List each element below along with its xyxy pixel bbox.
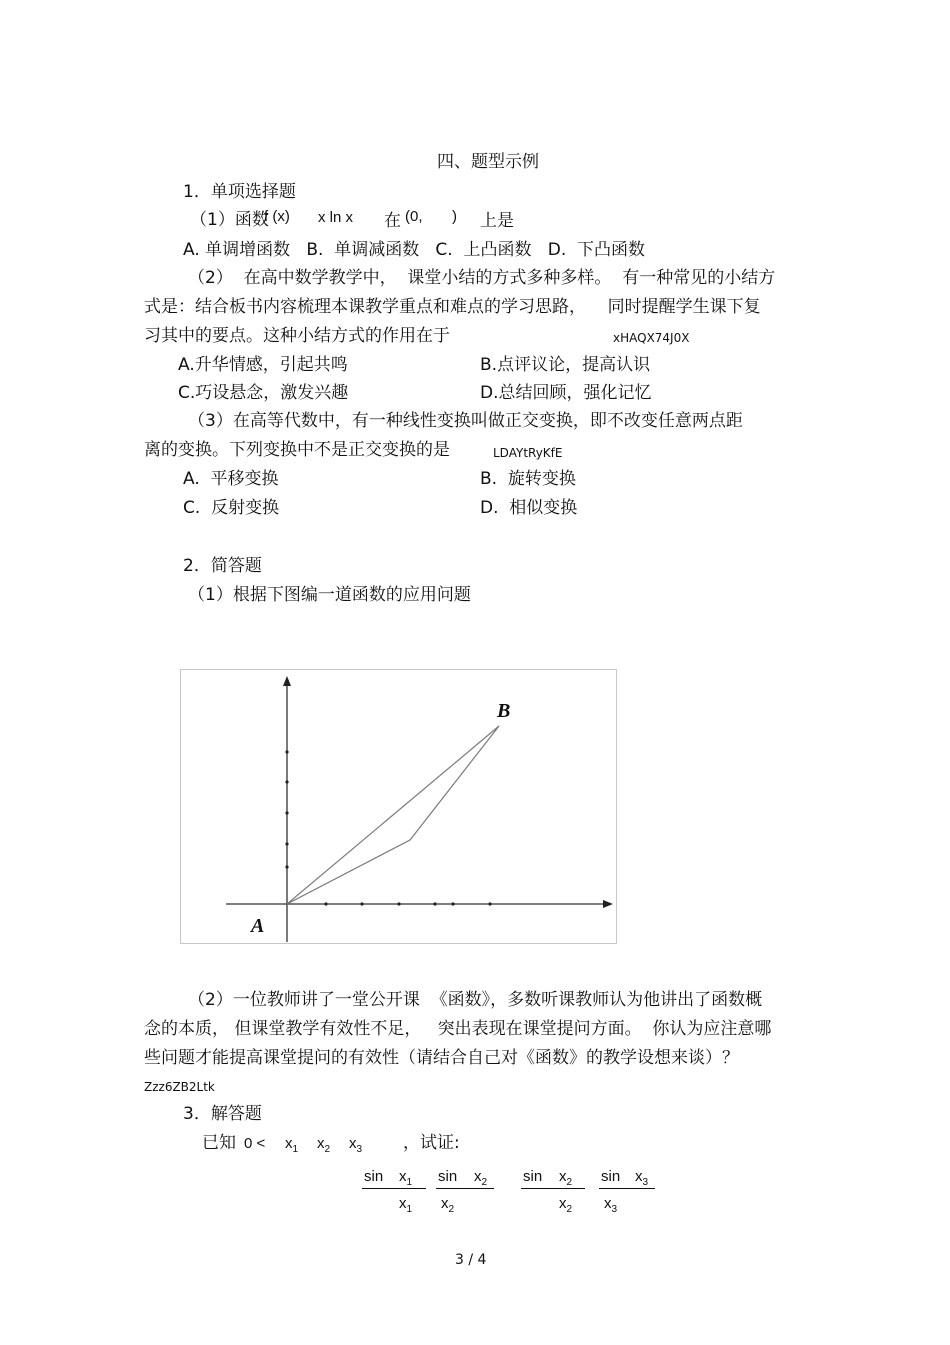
- x-tick: [397, 902, 400, 905]
- q1-p2-option-c: C.巧设悬念，激发兴趣: [178, 383, 349, 403]
- frac4-num-sin: sin: [601, 1168, 621, 1185]
- frac3-num-sin: sin: [523, 1168, 543, 1185]
- frac4-den-x3: $x_3$: [604, 1195, 618, 1215]
- page-number: 3 / 4: [455, 1252, 487, 1268]
- y-tick: [285, 865, 288, 868]
- q1-p1-options: A. 单调增函数 B. 单调减函数 C. 上凸函数 D. 下凸函数: [183, 240, 646, 260]
- q1-p1-shang: 上是: [480, 211, 514, 231]
- y-tick: [285, 750, 288, 753]
- function-graph-svg: [181, 670, 616, 943]
- q1-p2-option-b: B.点评议论，提高认识: [480, 355, 651, 375]
- function-graph-figure: [180, 669, 617, 944]
- frac4-bar: [599, 1188, 655, 1189]
- q3-heading: 3．解答题: [183, 1104, 262, 1124]
- y-axis-arrow-icon: [283, 676, 291, 686]
- q1-p3-option-d: D. 相似变换: [480, 498, 578, 518]
- frac2-den-x2: $x_2$: [441, 1195, 455, 1215]
- frac2-num-sin: sin: [438, 1168, 458, 1185]
- q1-p3-line2: 离的变换。下列变换中不是正交变换的是: [144, 440, 450, 460]
- section-title: 四、题型示例: [437, 152, 539, 172]
- q1-p2-option-d: D.总结回顾，强化记忆: [480, 383, 652, 403]
- q1-heading: 1．单项选择题: [183, 182, 296, 202]
- frac3-bar: [521, 1188, 585, 1189]
- q3-x3: $x_3$: [349, 1135, 363, 1155]
- x-tick: [451, 902, 454, 905]
- q1-p3-option-b: B. 旋转变换: [480, 469, 576, 489]
- q2-p2-line3: 些问题才能提高课堂提问的有效性（请结合自己对《函数》的教学设想来谈）？: [144, 1048, 739, 1068]
- q1-p2-code: xHAQX74J0X: [613, 331, 690, 345]
- q2-p2-line2: 念的本质， 但课堂教学有效性不足， 突出表现在课堂提问方面。 你认为应注意哪: [144, 1019, 772, 1039]
- q2-p2-line1: （2）一位教师讲了一堂公开课 《函数》，多数听课教师认为他讲出了函数概: [188, 990, 763, 1010]
- x-tick: [488, 902, 491, 905]
- y-tick: [285, 811, 288, 814]
- frac1-num-x1: $x_1$: [399, 1168, 413, 1188]
- frac3-num-x2: $x_2$: [559, 1168, 573, 1188]
- q2-p1: （1）根据下图编一道函数的应用问题: [188, 585, 471, 605]
- q3-x1: $x_1$: [285, 1135, 299, 1155]
- frac1-den-x1: $x_1$: [399, 1195, 413, 1215]
- q1-p3-option-c: C. 反射变换: [183, 498, 280, 518]
- q1-p3-option-a: A. 平移变换: [183, 469, 279, 489]
- q2-heading: 2．简答题: [183, 556, 262, 576]
- frac3-den-x2: $x_2$: [559, 1195, 573, 1215]
- x-tick: [324, 902, 327, 905]
- x-tick: [433, 902, 436, 905]
- q1-p2-line2: 式是：结合板书内容梳理本课教学重点和难点的学习思路， 同时提醒学生课下复: [144, 297, 761, 317]
- q1-p3-code: LDAYtRyKfE: [493, 446, 563, 460]
- q3-zero-lt: 0 <: [244, 1135, 266, 1152]
- q1-p1-zai: 在: [384, 211, 401, 231]
- x-axis-arrow-icon: [603, 900, 613, 908]
- q2-p2-code: Zzz6ZB2Ltk: [144, 1080, 215, 1094]
- q1-p1-interval-open: (0,: [405, 208, 423, 225]
- frac2-bar: [436, 1188, 494, 1189]
- q1-p1-xlnx: x ln x: [318, 209, 354, 226]
- q1-p1-fx: f (x): [264, 208, 290, 225]
- straight-path-a-b: [287, 726, 499, 904]
- q1-p2-line3: 习其中的要点。这种小结方式的作用在于: [144, 326, 450, 346]
- q3-x2: $x_2$: [317, 1135, 331, 1155]
- point-a-label: A: [251, 915, 265, 937]
- q1-p1-lead: （1）函数: [190, 210, 269, 230]
- frac1-bar: [362, 1188, 426, 1189]
- frac4-num-x3: $x_3$: [635, 1168, 649, 1188]
- q1-p1-interval-close: ): [452, 208, 457, 225]
- q3-given: 已知: [202, 1133, 236, 1153]
- x-tick: [360, 902, 363, 905]
- point-b-label: B: [497, 700, 511, 722]
- frac1-num-sin: sin: [364, 1168, 384, 1185]
- y-tick: [285, 780, 288, 783]
- q3-prove: ，试证:: [403, 1133, 460, 1153]
- q1-p2-option-a: A.升华情感，引起共鸣: [178, 355, 348, 375]
- q1-p2-line1: （2） 在高中数学教学中， 课堂小结的方式多种多样。 有一种常见的小结方: [188, 268, 776, 288]
- frac2-num-x2: $x_2$: [474, 1168, 488, 1188]
- q1-p3-line1: （3）在高等代数中，有一种线性变换叫做正交变换，即不改变任意两点距: [188, 411, 743, 431]
- y-tick: [285, 842, 288, 845]
